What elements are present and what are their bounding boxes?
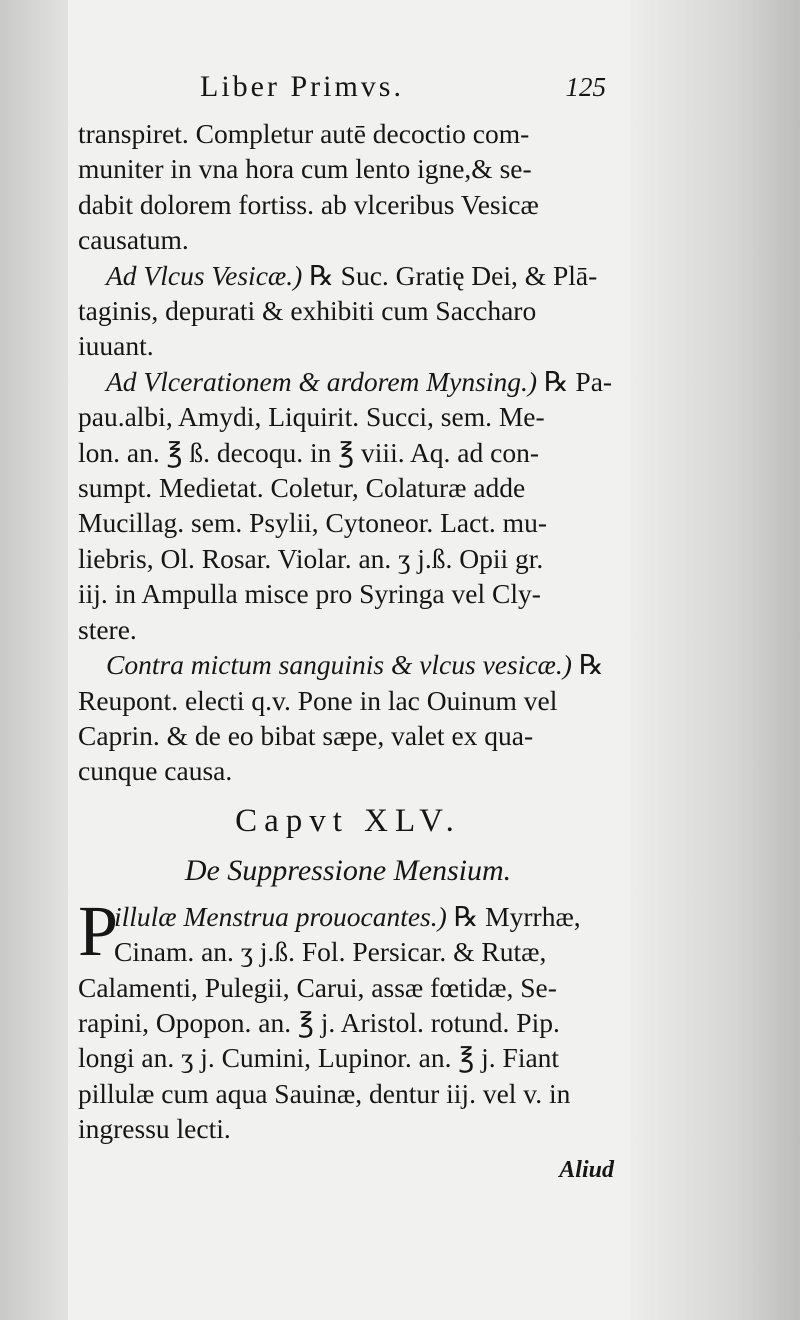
text-line: iij. in Ampulla misce pro Syringa vel Cly-: [78, 578, 541, 610]
text-line: dabit dolorem fortiss. ab vlceribus Vesicæ: [78, 188, 539, 220]
text-segment: ℞ Pa-: [537, 365, 613, 397]
paragraph-4-cont: [78, 683, 618, 789]
paragraph-2: [78, 258, 618, 293]
recipe-label: Ad Vlcerationem & ardorem Mynsing.): [106, 365, 538, 397]
recipe-label: illulæ Menstrua prouocantes.): [114, 900, 447, 932]
text-line: causatum.: [78, 224, 189, 256]
text-line: ingressu lecti.: [78, 1113, 231, 1145]
text-segment: ℞: [571, 649, 604, 681]
page-number: 125: [565, 72, 606, 102]
paragraph-3-cont: [78, 399, 618, 647]
text-line: [106, 258, 618, 293]
text-line: rapini, Opopon. an. ℥ j. Aristol. rotund. Pip.: [78, 1006, 560, 1038]
paragraph-3: [78, 364, 618, 399]
text-line: liebris, Ol. Rosar. Violar. an. ʒ j.ß. Opii gr.: [78, 542, 544, 574]
chapter-subtitle: De Suppressione Mensium.: [184, 853, 512, 887]
text-line: transpiret. Completur autē decoctio com-: [78, 118, 530, 149]
page-header: [78, 60, 618, 116]
text-line: pillulæ cum aqua Sauinæ, dentur iij. vel v. in: [78, 1077, 571, 1109]
paragraph-5: [78, 890, 618, 971]
text-line: sumpt. Medietat. Coletur, Colaturæ adde: [78, 472, 526, 504]
chapter-heading: Capvt XLV.: [235, 802, 461, 839]
text-line: longi an. ʒ j. Cumini, Lupinor. an. ℥ j. Fiant: [78, 1042, 560, 1074]
text-segment: ℞ Myrrhæ,: [446, 900, 581, 932]
text-line: [114, 899, 618, 934]
paragraph-5-cont: [78, 970, 618, 1147]
page-text: [78, 60, 618, 1184]
text-line: Reupont. electi q.v. Pone in lac Ouinum vel: [78, 684, 558, 716]
text-line: iuuant.: [78, 330, 154, 362]
text-line: [106, 364, 618, 399]
text-line: Calamenti, Pulegii, Carui, assæ fœtidæ, Se-: [78, 971, 557, 1003]
text-line: Mucillag. sem. Psylii, Cytoneor. Lact. mu-: [78, 507, 547, 539]
text-line: Caprin. & de eo bibat sæpe, valet ex qua-: [78, 719, 534, 751]
text-line: lon. an. ℥ ß. decoqu. in ℥ viii. Aq. ad con-: [78, 436, 540, 468]
recipe-label: Ad Vlcus Vesicæ.): [106, 259, 303, 291]
paragraph-2-cont: [78, 293, 618, 364]
drop-cap: P: [78, 890, 119, 971]
catchword: Aliud: [559, 1156, 614, 1183]
scan-left-margin: [0, 0, 68, 1320]
text-line: [106, 647, 618, 682]
running-head: Liber Primvs.: [200, 70, 404, 103]
text-line: stere.: [78, 613, 137, 645]
text-line: pau.albi, Amydi, Liquirit. Succi, sem. Me-: [78, 401, 545, 433]
text-line: taginis, depurati & exhibiti cum Saccharo: [78, 295, 537, 327]
recipe-label: Contra mictum sanguinis & vlcus vesicæ.): [106, 649, 572, 681]
text-segment: ℞ Suc. Gratię Dei, & Plā-: [302, 259, 598, 291]
text-line: cunque causa.: [78, 755, 233, 787]
text-line: Cinam. an. ʒ j.ß. Fol. Persicar. & Rutæ,: [114, 936, 547, 968]
paragraph-1: [78, 116, 618, 258]
text-line: muniter in vna hora cum lento igne,& se-: [78, 153, 532, 185]
scan-right-margin: [630, 0, 800, 1320]
paragraph-4: [78, 647, 618, 682]
